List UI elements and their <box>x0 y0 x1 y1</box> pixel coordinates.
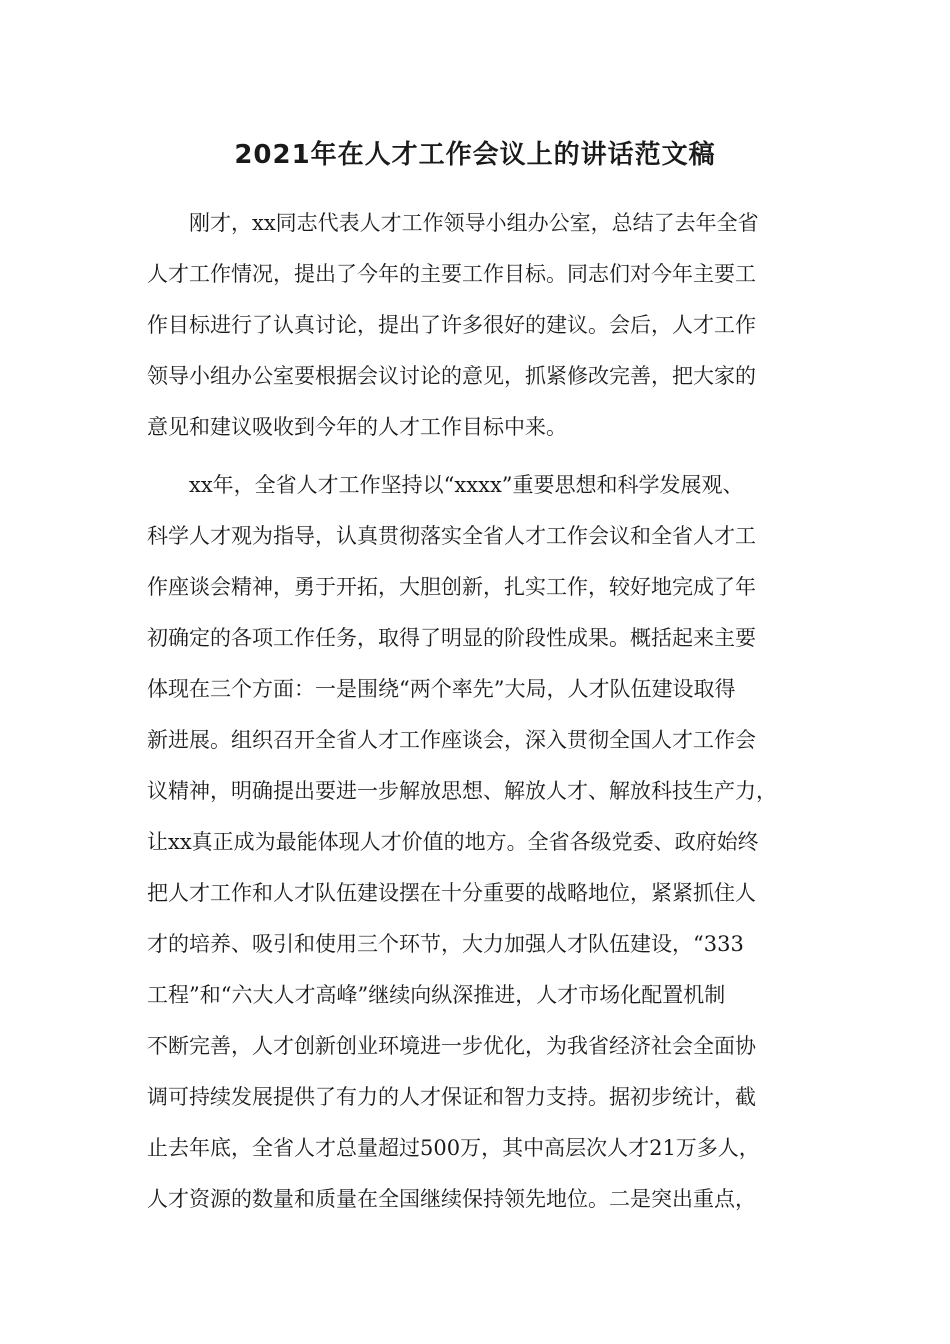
paragraph-line: 人才资源的数量和质量在全国继续保持领先地位。二是突出重点， <box>147 1187 756 1211</box>
paragraph-line: 科学人才观为指导，认真贯彻落实全省人才工作会议和全省人才工 <box>147 524 756 548</box>
paragraph-line: 作目标进行了认真讨论，提出了许多很好的建议。会后，人才工作 <box>147 313 756 337</box>
paragraph-line: 才的培养、吸引和使用三个环节，大力加强人才队伍建设，“333 <box>147 932 744 956</box>
paragraph-line: 体现在三个方面：一是围绕“两个率先”大局，人才队伍建设取得 <box>147 677 736 701</box>
paragraph-line: 工程”和“六大人才高峰”继续向纵深推进，人才市场化配置机制 <box>147 983 726 1007</box>
paragraph-line: 让xx真正成为最能体现人才价值的地方。全省各级党委、政府始终 <box>147 830 759 854</box>
document-title: 2021年在人才工作会议上的讲话范文稿 <box>234 140 716 170</box>
paragraph-line: 意见和建议吸收到今年的人才工作目标中来。 <box>147 415 567 439</box>
paragraph-1 <box>147 203 803 458</box>
paragraph-line: 把人才工作和人才队伍建设摆在十分重要的战略地位，紧紧抓住人 <box>147 881 756 905</box>
paragraph-line: 止去年底，全省人才总量超过500万，其中高层次人才21万多人， <box>147 1136 760 1160</box>
paragraph-line: 新进展。组织召开全省人才工作座谈会，深入贯彻全国人才工作会 <box>147 728 756 752</box>
paragraph-line: xx年，全省人才工作坚持以“xxxx”重要思想和科学发展观、 <box>189 473 744 497</box>
paragraph-2 <box>147 465 803 1230</box>
paragraph-line: 刚才，xx同志代表人才工作领导小组办公室，总结了去年全省 <box>189 211 759 235</box>
paragraph-line: 领导小组办公室要根据会议讨论的意见，抓紧修改完善，把大家的 <box>147 364 756 388</box>
paragraph-line: 不断完善，人才创新创业环境进一步优化，为我省经济社会全面协 <box>147 1034 756 1058</box>
paragraph-line: 作座谈会精神，勇于开拓，大胆创新，扎实工作，较好地完成了年 <box>147 575 756 599</box>
paragraph-line: 议精神，明确提出要进一步解放思想、解放人才、解放科技生产力， <box>147 779 777 803</box>
paragraph-line: 调可持续发展提供了有力的人才保证和智力支持。据初步统计，截 <box>147 1085 756 1109</box>
paragraph-line: 人才工作情况，提出了今年的主要工作目标。同志们对今年主要工 <box>147 262 756 286</box>
paragraph-line: 初确定的各项工作任务，取得了明显的阶段性成果。概括起来主要 <box>147 626 756 650</box>
